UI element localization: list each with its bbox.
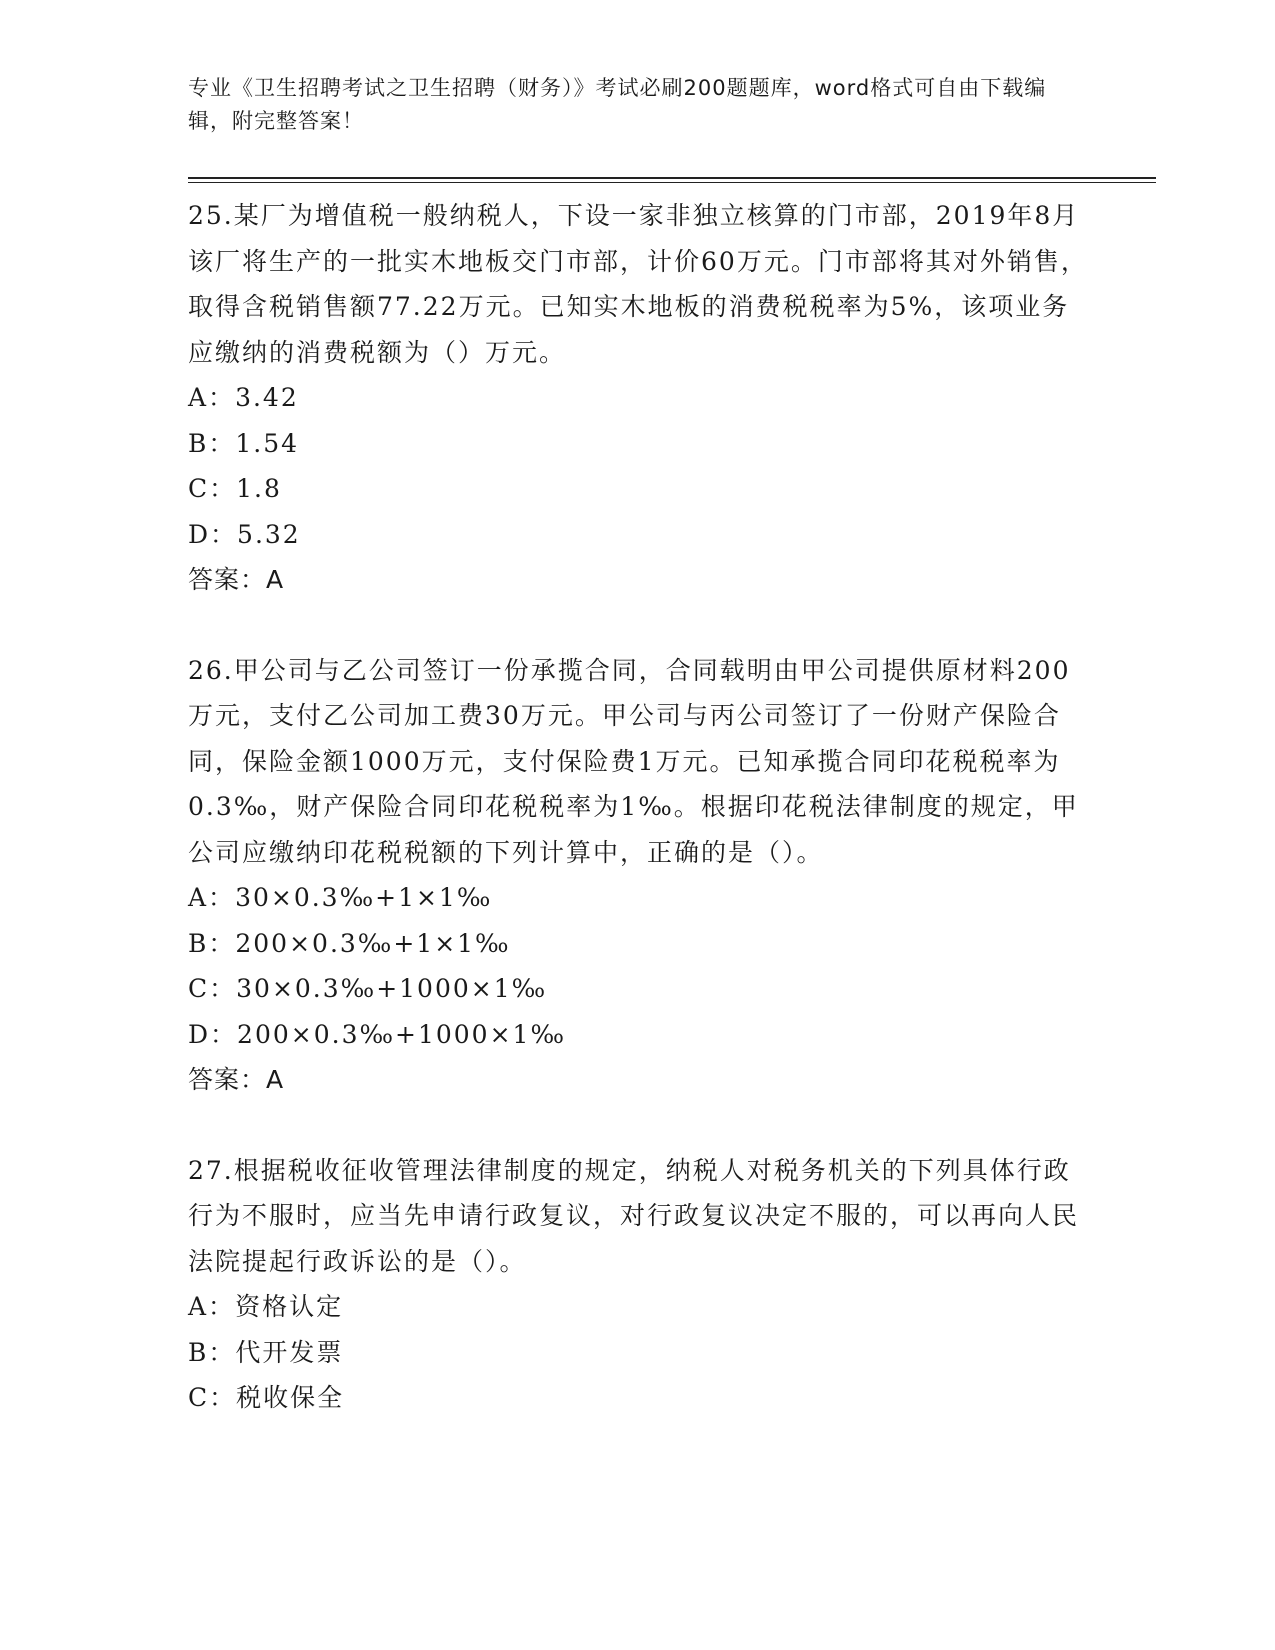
- question-25: [188, 193, 1088, 603]
- question-27: [188, 1148, 1088, 1421]
- option-a: [188, 1284, 1088, 1330]
- option-key: D：: [188, 519, 238, 549]
- question-26: [188, 648, 1088, 1103]
- option-d: [188, 512, 1088, 558]
- option-text: 1.54: [235, 428, 300, 458]
- question-stem: 25.某厂为增值税一般纳税人，下设一家非独立核算的门市部，2019年8月该厂将生产的一批实木地板交门市部，计价60万元。门市部将其对外销售，取得含税销售额77.22万元。已知实木地板的消费税税率为5%，该项业务应缴纳的消费税额为（）万元。: [188, 201, 1088, 367]
- option-d: [188, 1012, 1088, 1058]
- option-text: 200×0.3‰+1000×1‰: [237, 1019, 566, 1049]
- option-b: [188, 421, 1088, 467]
- question-spacer: [188, 603, 1088, 648]
- option-text: 1.8: [236, 474, 282, 503]
- option-key: C：: [188, 474, 237, 503]
- header-rule-thick: [188, 177, 1156, 179]
- question-list: [188, 193, 1088, 1421]
- answer-line: 答案：A: [188, 565, 285, 594]
- option-b: [188, 921, 1088, 967]
- question-spacer: [188, 1103, 1088, 1148]
- option-text: 3.42: [235, 383, 299, 412]
- option-text: 200×0.3‰+1×1‰: [235, 928, 511, 958]
- option-a: [188, 375, 1088, 421]
- option-c: [188, 1375, 1088, 1421]
- option-a: [188, 875, 1088, 921]
- option-key: B：: [188, 1337, 236, 1367]
- option-key: B：: [188, 928, 236, 958]
- option-text: 税收保全: [236, 1383, 345, 1412]
- option-c: [188, 466, 1088, 512]
- option-key: B：: [188, 428, 236, 458]
- document-header: 专业《卫生招聘考试之卫生招聘（财务）》考试必刷200题题库，word格式可自由下载编辑，附完整答案！: [188, 76, 1047, 133]
- option-text: 30×0.3‰+1×1‰: [235, 883, 493, 912]
- question-stem: 27.根据税收征收管理法律制度的规定，纳税人对税务机关的下列具体行政行为不服时，应当先申请行政复议，对行政复议决定不服的，可以再向人民法院提起行政诉讼的是（）。: [188, 1155, 1080, 1276]
- question-stem: 26.甲公司与乙公司签订一份承揽合同，合同载明由甲公司提供原材料200万元，支付乙公司加工费30万元。甲公司与丙公司签订了一份财产保险合同，保险金额1000万元，支付保险费1万元。已知承揽合同印花税税率为0.3‰，财产保险合同印花税税率为1‰。根据印花税法律制度的规定，甲公司应缴纳印花税税额的下列计算中，正确的是（）。: [188, 655, 1079, 867]
- option-key: C：: [188, 974, 237, 1003]
- answer-line: 答案：A: [188, 1065, 285, 1094]
- option-key: A：: [188, 1292, 236, 1321]
- option-key: A：: [188, 383, 236, 412]
- option-key: D：: [188, 1019, 238, 1049]
- option-key: C：: [188, 1383, 237, 1412]
- option-text: 30×0.3‰+1000×1‰: [236, 974, 548, 1003]
- option-text: 代开发票: [235, 1337, 344, 1367]
- option-text: 资格认定: [235, 1292, 344, 1321]
- option-text: 5.32: [237, 519, 301, 549]
- option-key: A：: [188, 883, 236, 912]
- option-c: [188, 966, 1088, 1012]
- option-b: [188, 1330, 1088, 1376]
- header-rule-thin: [188, 182, 1156, 183]
